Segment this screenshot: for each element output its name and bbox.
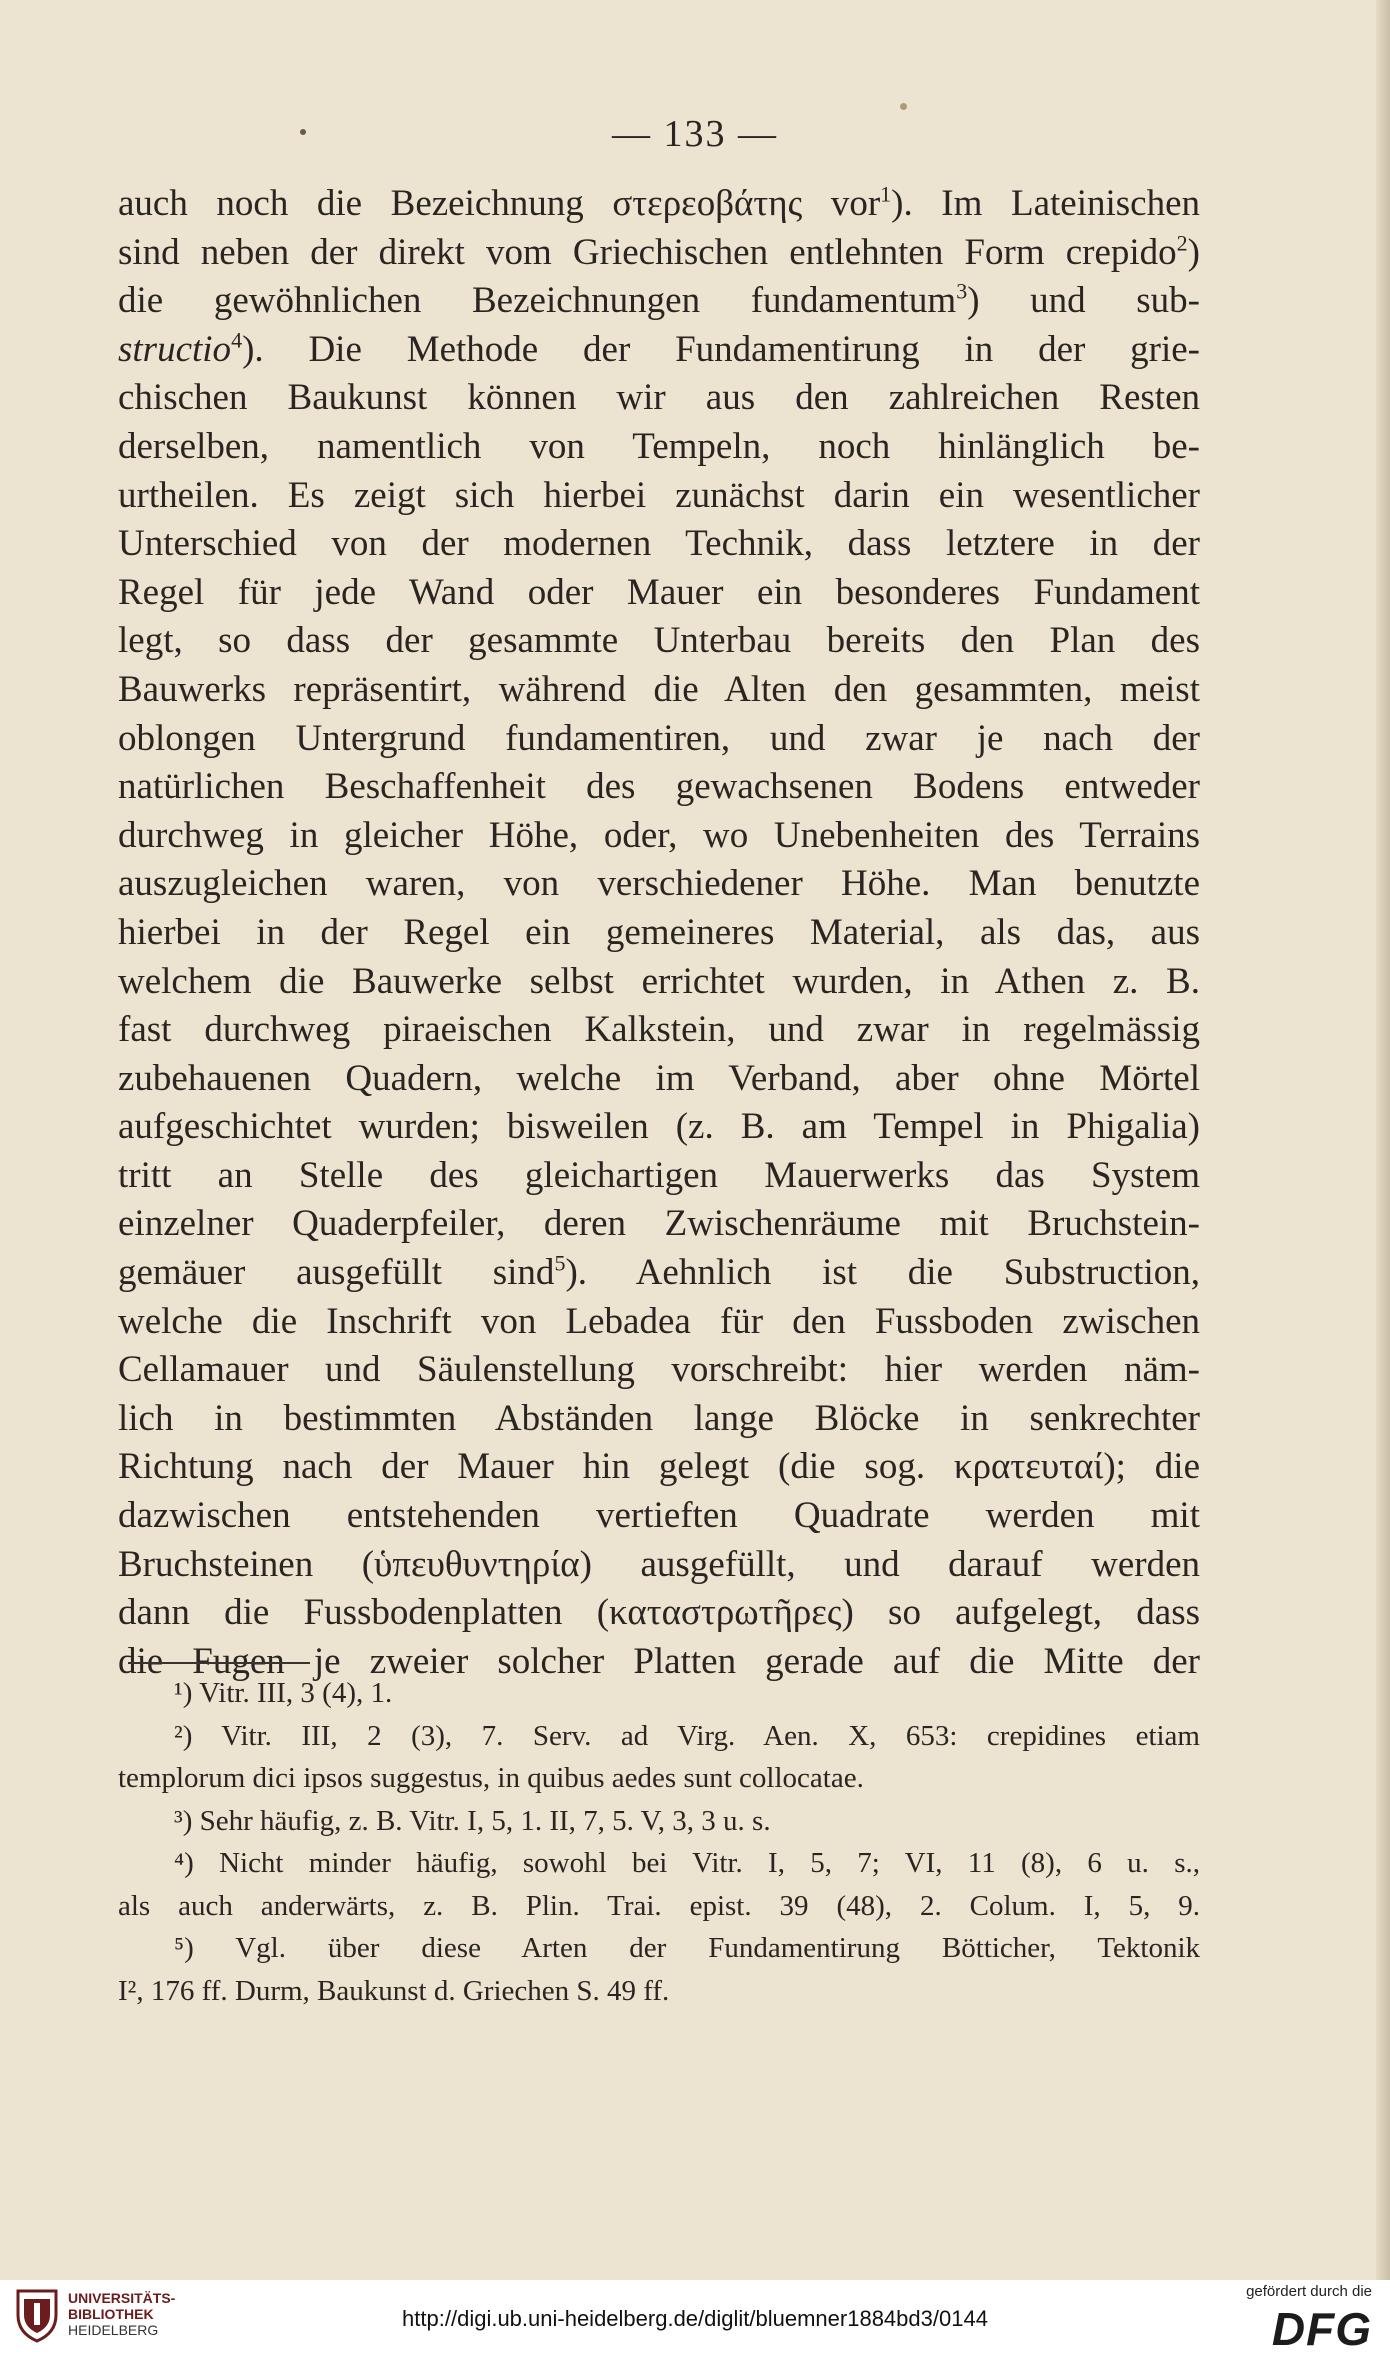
- text-line: Unterschied von der modernen Technik, dass letztere in der: [118, 523, 1200, 565]
- text-line: Regel für jede Wand oder Mauer ein besonderes Fundament: [118, 571, 1200, 613]
- body-text: [118, 180, 1200, 1686]
- permalink-url[interactable]: http://digi.ub.uni-heidelberg.de/diglit/bluemner1884bd3/0144: [402, 2306, 988, 2331]
- footnote-line: ⁴) Nicht minder häufig, sowohl bei Vitr. I, 5, 7; VI, 11 (8), 6 u. s.,: [174, 1847, 1200, 1879]
- dfg-logo: DFG: [1271, 2303, 1372, 2355]
- footnotes: [118, 1672, 1200, 2012]
- footnote-line: ¹) Vitr. III, 3 (4), 1.: [174, 1677, 393, 1709]
- text-line: auszugleichen waren, von verschiedener Höhe. Man benutzte: [118, 863, 1200, 905]
- footnote-marker: 1: [880, 181, 892, 207]
- footnote-line: ⁵) Vgl. über diese Arten der Fundamentirung Bötticher, Tektonik: [174, 1932, 1200, 1964]
- text-line: sind neben der direkt vom Griechischen entlehnten Form crepido$^2$): [118, 230, 1200, 273]
- funding-caption: gefördert durch die: [1246, 2283, 1372, 2300]
- page-number: — 133 —: [612, 113, 778, 155]
- footnote-line: ²) Vitr. III, 2 (3), 7. Serv. ad Virg. Aen. X, 653: crepidines etiam: [174, 1719, 1200, 1752]
- text-line: urtheilen. Es zeigt sich hierbei zunächst darin ein wesentlicher: [118, 474, 1200, 516]
- footnote-rule: [128, 1662, 310, 1664]
- footnote-marker: 3: [956, 278, 968, 304]
- text-line: auch noch die Bezeichnung στερεοβάτης vor$^1$). Im Lateinischen: [118, 181, 1200, 224]
- text-line: legt, so dass der gesammte Unterbau bereits den Plan des: [118, 620, 1200, 662]
- ink-speck: [900, 103, 907, 110]
- text-line: gemäuer ausgefüllt sind$^5$). Aehnlich ist die Substruction,: [118, 1250, 1201, 1294]
- text-line: fast durchweg piraeischen Kalkstein, und zwar in regelmässig: [118, 1009, 1200, 1051]
- footnote-marker: 5: [554, 1250, 566, 1276]
- page-edge-shadow: [1376, 0, 1390, 2280]
- text-line: welche die Inschrift von Lebadea für den Fussboden zwischen: [118, 1300, 1200, 1342]
- text-line: hierbei in der Regel ein gemeineres Material, als das, aus: [118, 911, 1200, 953]
- text-line: dann die Fussbodenplatten (καταστρωτῆρες) so aufgelegt, dass: [118, 1592, 1200, 1634]
- text-line: durchweg in gleicher Höhe, oder, wo Unebenheiten des Terrains: [118, 814, 1200, 856]
- text-line: derselben, namentlich von Tempeln, noch hinlänglich be-: [118, 425, 1200, 467]
- text-line: dazwischen entstehenden vertieften Quadrate werden mit: [118, 1495, 1200, 1537]
- text-line: chischen Baukunst können wir aus den zahlreichen Resten: [118, 377, 1200, 419]
- university-library-name: UNIVERSITÄTS- BIBLIOTHEK HEIDELBERG: [68, 2290, 176, 2338]
- footnote-line: templorum dici ipsos suggestus, in quibus aedes sunt collocatae.: [118, 1762, 864, 1794]
- text-line: zubehauenen Quadern, welche im Verband, aber ohne Mörtel: [118, 1057, 1200, 1099]
- text-line: aufgeschichtet wurden; bisweilen (z. B. am Tempel in Phigalia): [118, 1106, 1200, 1148]
- footnote-line: I², 176 ff. Durm, Baukunst d. Griechen S. 49 ff.: [118, 1974, 670, 2007]
- text-line: welchem die Bauwerke selbst errichtet wurden, in Athen z. B.: [118, 960, 1200, 1002]
- text-line: Bauwerks repräsentirt, während die Alten den gesammten, meist: [118, 668, 1200, 710]
- footnote-marker: 4: [231, 327, 243, 353]
- text-line: einzelner Quaderpfeiler, deren Zwischenräume mit Bruchstein-: [118, 1203, 1200, 1245]
- text-line: oblongen Untergrund fundamentiren, und zwar je nach der: [118, 717, 1200, 759]
- text-line: die gewöhnlichen Bezeichnungen fundamentum$^3$) und sub-: [118, 278, 1200, 322]
- text-line: Bruchsteinen (ὑπευθυντηρία) ausgefüllt, und darauf werden: [118, 1543, 1200, 1585]
- text-line: Cellamauer und Säulenstellung vorschreibt: hier werden näm-: [118, 1349, 1200, 1391]
- text-line: natürlichen Beschaffenheit des gewachsenen Bodens entweder: [118, 766, 1200, 808]
- footnote-line: ³) Sehr häufig, z. B. Vitr. I, 5, 1. II, 7, 5. V, 3, 3 u. s.: [174, 1804, 771, 1837]
- footnote-line: als auch anderwärts, z. B. Plin. Trai. epist. 39 (48), 2. Colum. I, 5, 9.: [118, 1889, 1200, 1922]
- footnote-marker: 2: [1176, 230, 1188, 256]
- text-line: tritt an Stelle des gleichartigen Mauerwerks das System: [118, 1154, 1200, 1196]
- text-line: structio$^4$). Die Methode der Fundamentirung in der grie-: [118, 327, 1200, 370]
- text-line: lich in bestimmten Abständen lange Blöcke in senkrechter: [118, 1397, 1200, 1439]
- text-line: Richtung nach der Mauer hin gelegt (die sog. κρατευταί); die: [118, 1446, 1200, 1488]
- text-line: die Fugen je zweier solcher Platten gerade auf die Mitte der: [118, 1640, 1200, 1682]
